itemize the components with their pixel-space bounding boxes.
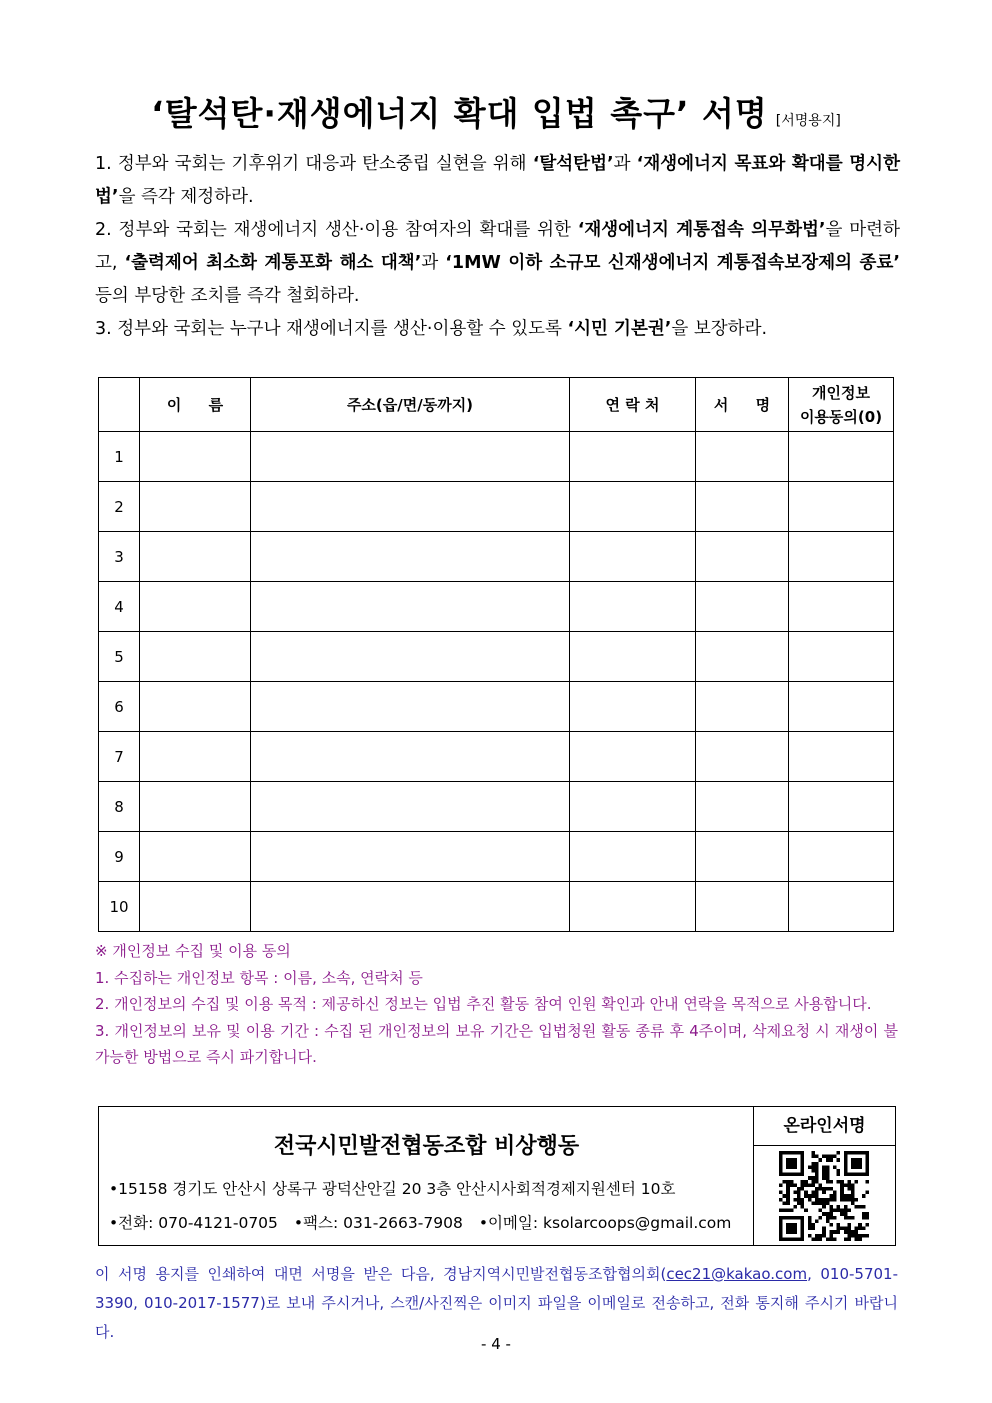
demand-1-text: ‘재생에너지 목표와 확대를 명시한 법’ bbox=[95, 154, 900, 207]
row-number: 7 bbox=[99, 732, 140, 782]
contact-cell[interactable] bbox=[570, 832, 696, 882]
name-cell[interactable] bbox=[140, 832, 251, 882]
submission-note bbox=[95, 1260, 898, 1347]
address-cell[interactable] bbox=[251, 732, 570, 782]
row-number: 8 bbox=[99, 782, 140, 832]
demand-2-text: 2. 정부와 국회는 재생에너지 생산·이용 참여자의 확대를 위한 bbox=[95, 220, 578, 240]
header-contact: 연 락 처 bbox=[570, 378, 696, 432]
demands-list bbox=[95, 148, 900, 346]
contact-cell[interactable] bbox=[570, 432, 696, 482]
organization-fax: •팩스: 031-2663-7908 bbox=[293, 1214, 463, 1232]
table-row bbox=[99, 782, 894, 832]
online-signature-label: 온라인서명 bbox=[754, 1107, 895, 1146]
consent-cell[interactable] bbox=[789, 432, 894, 482]
signature-cell[interactable] bbox=[696, 682, 789, 732]
address-cell[interactable] bbox=[251, 882, 570, 932]
submission-note-after: , 010-5701-3390, 010-2017-1577)로 보내 주시거나, 스캔/사진찍은 이미지 파일을 이메일로 전송하고, 전화 통지해 주시기 바랍니다. bbox=[95, 1265, 898, 1341]
header-name: 이 름 bbox=[140, 378, 251, 432]
consent-cell[interactable] bbox=[789, 532, 894, 582]
contact-cell[interactable] bbox=[570, 632, 696, 682]
contact-cell[interactable] bbox=[570, 782, 696, 832]
contact-cell[interactable] bbox=[570, 482, 696, 532]
table-row bbox=[99, 532, 894, 582]
header-address: 주소(읍/면/동까지) bbox=[251, 378, 570, 432]
header-consent-line2: 이용동의(0) bbox=[799, 407, 883, 426]
contact-cell[interactable] bbox=[570, 682, 696, 732]
table-row bbox=[99, 732, 894, 782]
demand-item-2 bbox=[95, 214, 900, 313]
row-number: 4 bbox=[99, 582, 140, 632]
signature-cell[interactable] bbox=[696, 532, 789, 582]
demand-1-text: 을 즉각 제정하라. bbox=[118, 187, 254, 207]
signature-cell[interactable] bbox=[696, 632, 789, 682]
demand-3-text: 3. 정부와 국회는 누구나 재생에너지를 생산·이용할 수 있도록 bbox=[95, 319, 568, 339]
organization-name: 전국시민발전협동조합 비상행동 bbox=[273, 1134, 580, 1159]
organization-contacts bbox=[109, 1211, 747, 1233]
consent-cell[interactable] bbox=[789, 882, 894, 932]
address-cell[interactable] bbox=[251, 482, 570, 532]
signature-cell[interactable] bbox=[696, 832, 789, 882]
demand-1-text: ‘탈석탄법’ bbox=[532, 154, 614, 174]
submission-note-before: 이 서명 용지를 인쇄하여 대면 서명을 받은 다음, 경남지역시민발전협동조합협의회( bbox=[95, 1265, 667, 1283]
consent-cell[interactable] bbox=[789, 782, 894, 832]
row-number: 3 bbox=[99, 532, 140, 582]
table-row bbox=[99, 832, 894, 882]
demand-2-text: 등의 부당한 조치를 즉각 철회하라. bbox=[95, 286, 360, 306]
name-cell[interactable] bbox=[140, 732, 251, 782]
contact-cell[interactable] bbox=[570, 882, 696, 932]
signature-cell[interactable] bbox=[696, 482, 789, 532]
demand-3-text: 을 보장하라. bbox=[671, 319, 768, 339]
privacy-consent bbox=[95, 938, 898, 1071]
name-cell[interactable] bbox=[140, 632, 251, 682]
demand-item-1 bbox=[95, 148, 900, 214]
name-cell[interactable] bbox=[140, 882, 251, 932]
signature-cell[interactable] bbox=[696, 882, 789, 932]
consent-cell[interactable] bbox=[789, 582, 894, 632]
demand-2-text: 을 마련하고, bbox=[95, 220, 900, 273]
row-number: 10 bbox=[99, 882, 140, 932]
address-cell[interactable] bbox=[251, 632, 570, 682]
address-cell[interactable] bbox=[251, 682, 570, 732]
consent-cell[interactable] bbox=[789, 832, 894, 882]
table-row bbox=[99, 482, 894, 532]
consent-cell[interactable] bbox=[789, 482, 894, 532]
header-number bbox=[99, 378, 140, 432]
row-number: 9 bbox=[99, 832, 140, 882]
consent-cell[interactable] bbox=[789, 732, 894, 782]
submission-email-link[interactable]: cec21@kakao.com bbox=[666, 1265, 808, 1283]
row-number: 5 bbox=[99, 632, 140, 682]
privacy-heading: ※ 개인정보 수집 및 이용 동의 bbox=[95, 942, 291, 960]
contact-cell[interactable] bbox=[570, 532, 696, 582]
consent-cell[interactable] bbox=[789, 682, 894, 732]
page-number: - 4 - bbox=[481, 1335, 511, 1353]
demand-1-text: 1. 정부와 국회는 기후위기 대응과 탄소중립 실현을 위해 bbox=[95, 154, 533, 174]
organization-box bbox=[98, 1106, 896, 1246]
table-header-row bbox=[99, 378, 894, 432]
name-cell[interactable] bbox=[140, 682, 251, 732]
demand-2-text: ‘재생에너지 계통접속 의무화법’ bbox=[577, 220, 826, 240]
table-row bbox=[99, 682, 894, 732]
address-cell[interactable] bbox=[251, 582, 570, 632]
demand-2-text: 과 bbox=[421, 253, 446, 273]
title-sub: [서명용지] bbox=[775, 113, 841, 129]
consent-cell[interactable] bbox=[789, 632, 894, 682]
qr-code-icon[interactable] bbox=[774, 1151, 874, 1241]
header-consent-line1: 개인정보 bbox=[812, 383, 870, 402]
signature-cell[interactable] bbox=[696, 732, 789, 782]
name-cell[interactable] bbox=[140, 782, 251, 832]
privacy-item-2: 2. 개인정보의 수집 및 이용 목적 : 제공하신 정보는 입법 추진 활동 참여 인원 확인과 안내 연락을 목적으로 사용합니다. bbox=[95, 995, 872, 1013]
table-row bbox=[99, 882, 894, 932]
contact-cell[interactable] bbox=[570, 732, 696, 782]
row-number: 6 bbox=[99, 682, 140, 732]
signature-cell[interactable] bbox=[696, 782, 789, 832]
table-row bbox=[99, 632, 894, 682]
address-cell[interactable] bbox=[251, 832, 570, 882]
organization-email: •이메일: ksolarcoops@gmail.com bbox=[478, 1214, 732, 1232]
name-cell[interactable] bbox=[140, 432, 251, 482]
address-cell[interactable] bbox=[251, 432, 570, 482]
signature-cell[interactable] bbox=[696, 582, 789, 632]
address-cell[interactable] bbox=[251, 782, 570, 832]
privacy-item-1: 1. 수집하는 개인정보 항목 : 이름, 소속, 연락처 등 bbox=[95, 968, 423, 987]
table-row bbox=[99, 432, 894, 482]
table-row bbox=[99, 582, 894, 632]
header-consent bbox=[789, 378, 894, 432]
contact-cell[interactable] bbox=[570, 582, 696, 632]
demand-item-3 bbox=[95, 313, 900, 346]
demand-2-text: ‘1MW 이하 소규모 신재생에너지 계통접속보장제의 종료’ bbox=[445, 253, 901, 273]
name-cell[interactable] bbox=[140, 582, 251, 632]
demand-2-text: ‘출력제어 최소화 계통포화 해소 대책’ bbox=[124, 253, 422, 273]
signature-table bbox=[98, 377, 894, 932]
row-number: 2 bbox=[99, 482, 140, 532]
row-number: 1 bbox=[99, 432, 140, 482]
organization-address: •15158 경기도 안산시 상록구 광덕산안길 20 3층 안산시사회적경제지원센터 10호 bbox=[109, 1180, 676, 1198]
address-cell[interactable] bbox=[251, 532, 570, 582]
online-signature-box bbox=[753, 1106, 896, 1246]
organization-phone: •전화: 070-4121-0705 bbox=[109, 1214, 278, 1232]
name-cell[interactable] bbox=[140, 532, 251, 582]
title-main: ‘탈석탄·재생에너지 확대 입법 촉구’ 서명 bbox=[151, 94, 768, 133]
document-title bbox=[0, 88, 992, 135]
header-signature: 서 명 bbox=[696, 378, 789, 432]
demand-1-text: 과 bbox=[613, 154, 637, 174]
name-cell[interactable] bbox=[140, 482, 251, 532]
demand-3-text: ‘시민 기본권’ bbox=[567, 319, 672, 339]
privacy-item-3: 3. 개인정보의 보유 및 이용 기간 : 수집 된 개인정보의 보유 기간은 입법청원 활동 종류 후 4주이며, 삭제요청 시 재생이 불가능한 방법으로 즉시 파기합니다. bbox=[95, 1021, 898, 1066]
signature-cell[interactable] bbox=[696, 432, 789, 482]
